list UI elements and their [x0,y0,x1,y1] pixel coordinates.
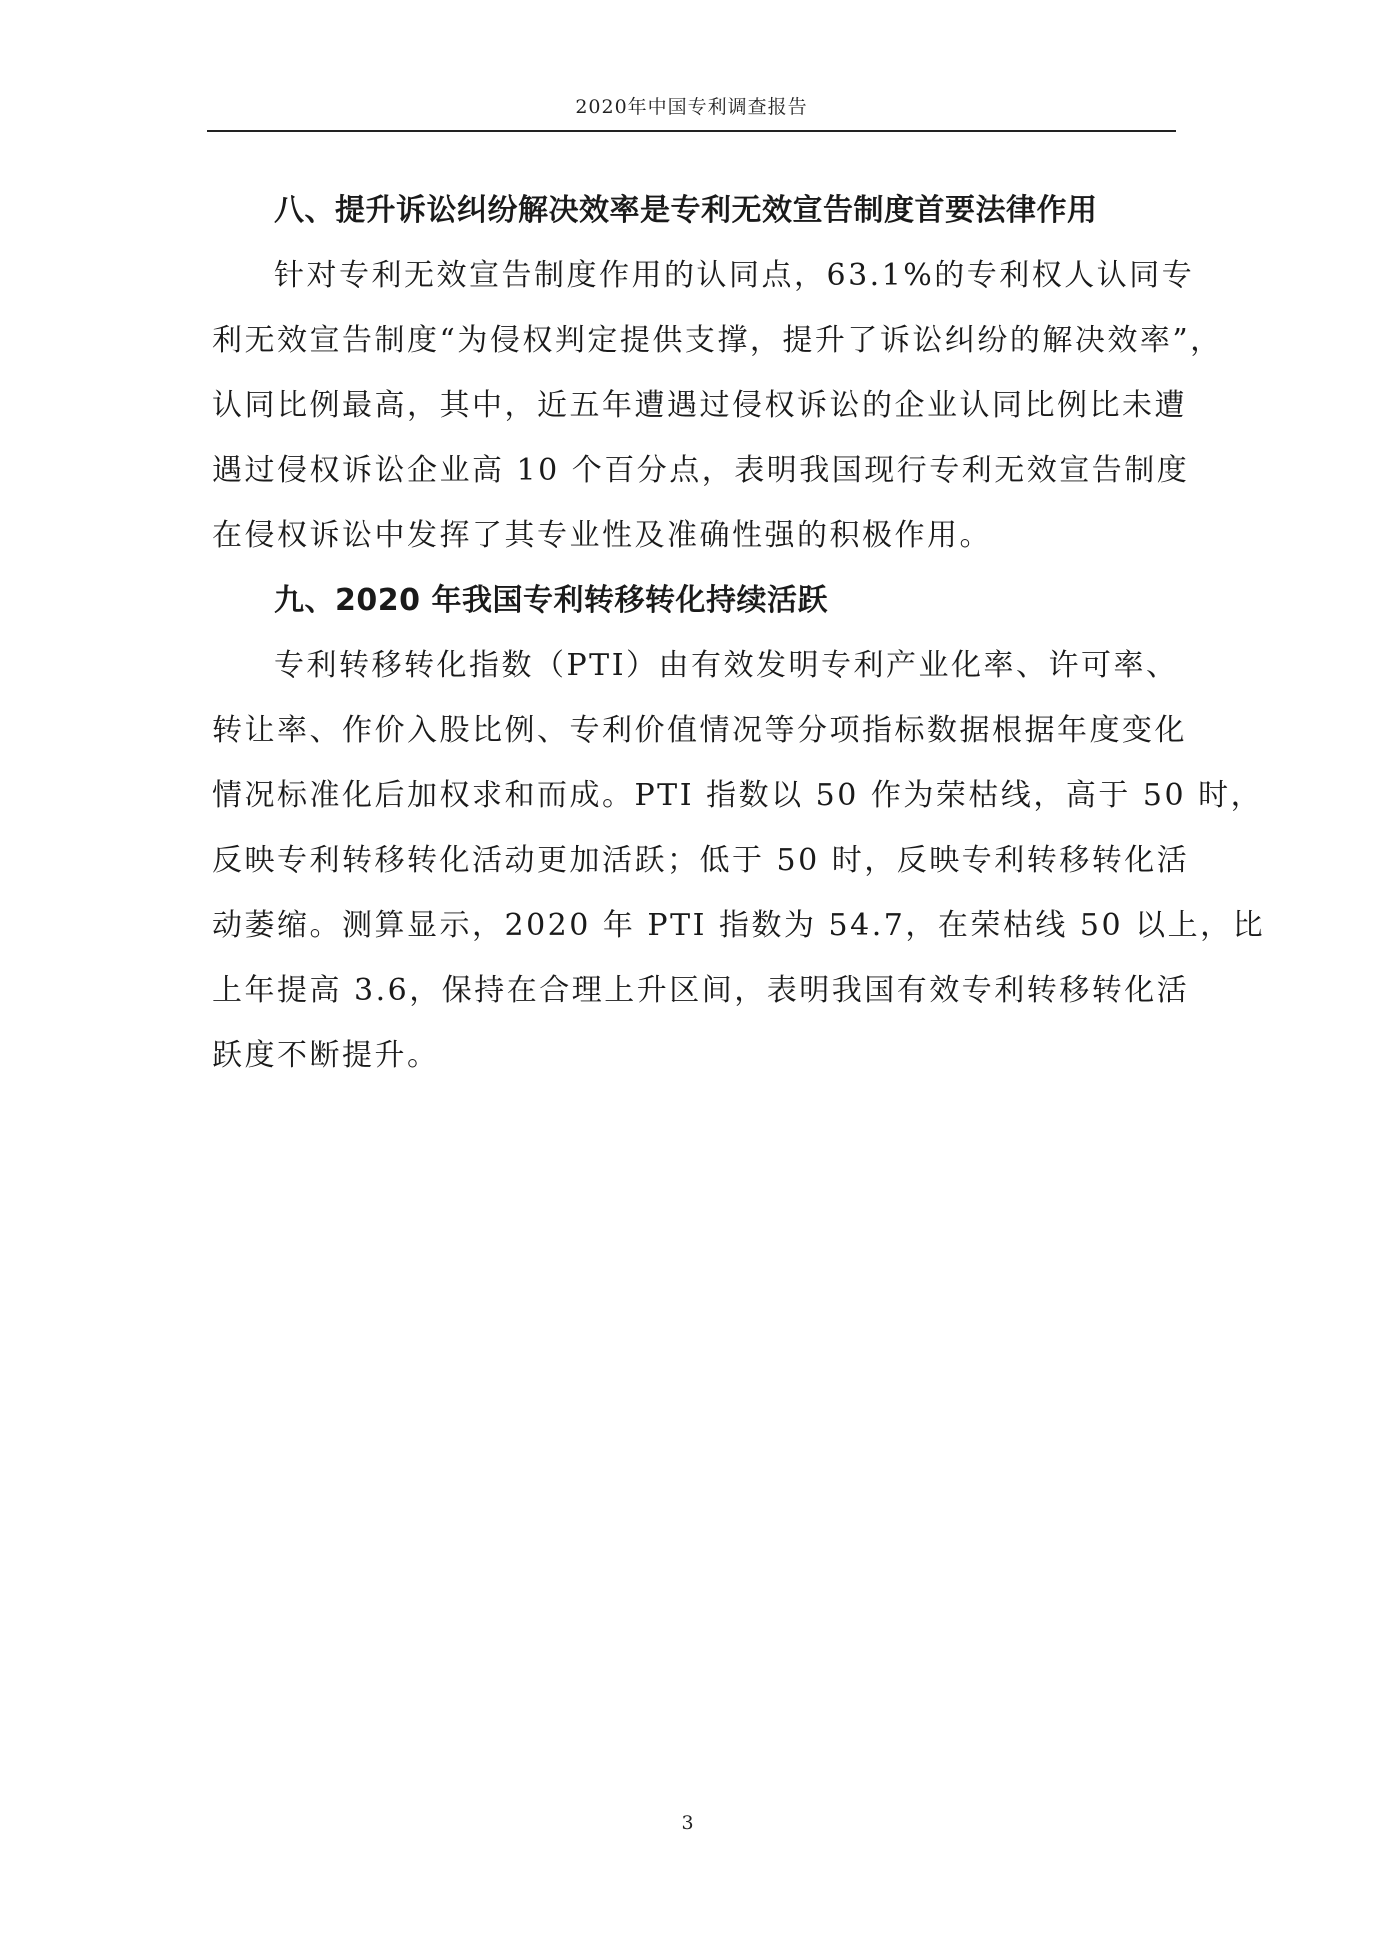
document-body [212,178,1266,1088]
paragraph-line: 转让率、作价入股比例、专利价值情况等分项指标数据根据年度变化 [212,713,1187,748]
paragraph-line: 认同比例最高，其中，近五年遭遇过侵权诉讼的企业认同比例比未遭 [212,388,1187,423]
section-9-paragraph [212,633,1266,1088]
paragraph-line: 利无效宣告制度“为侵权判定提供支撑，提升了诉讼纠纷的解决效率”， [212,323,1223,358]
paragraph-line: 动萎缩。测算显示，2020 年 PTI 指数为 54.7，在荣枯线 50 以上，比 [212,908,1266,943]
paragraph-line: 反映专利转移转化活动更加活跃；低于 50 时，反映专利转移转化活 [212,843,1190,878]
page-header [207,94,1176,132]
section-9-heading: 九、2020 年我国专利转移转化持续活跃 [274,583,828,618]
section-8-heading: 八、提升诉讼纠纷解决效率是专利无效宣告制度首要法律作用 [274,193,1098,228]
paragraph-line: 跃度不断提升。 [212,1038,440,1073]
section-8-paragraph [212,243,1223,568]
paragraph-line: 专利转移转化指数（PTI）由有效发明专利产业化率、许可率、 [274,648,1179,683]
paragraph-line: 针对专利无效宣告制度作用的认同点，63.1%的专利权人认同专 [274,258,1195,293]
report-title: 2020年中国专利调查报告 [575,96,808,118]
paragraph-line: 情况标准化后加权求和而成。PTI 指数以 50 作为荣枯线，高于 50 时， [212,778,1264,813]
paragraph-line: 在侵权诉讼中发挥了其专业性及准确性强的积极作用。 [212,518,992,553]
paragraph-line: 遇过侵权诉讼企业高 10 个百分点，表明我国现行专利无效宣告制度 [212,453,1190,488]
paragraph-line: 上年提高 3.6，保持在合理上升区间，表明我国有效专利转移转化活 [212,973,1190,1008]
page-number: 3 [681,1812,694,1834]
